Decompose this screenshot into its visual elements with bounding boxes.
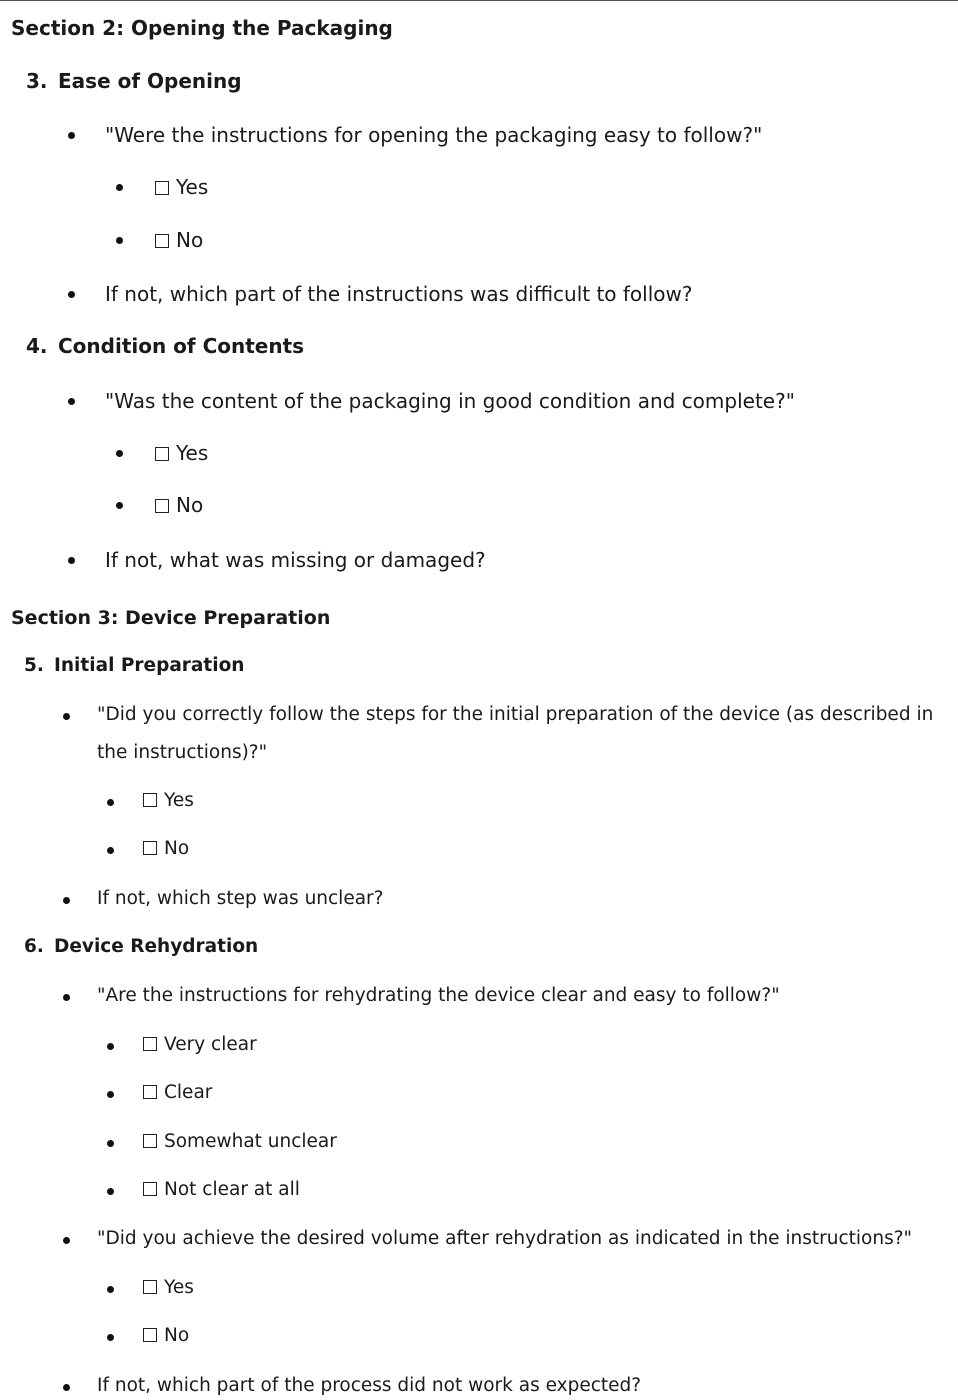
item-6-title: Device Rehydration [54, 936, 259, 957]
item-5-heading [24, 655, 244, 676]
top-border [0, 0, 958, 1]
checkbox-icon[interactable] [155, 234, 169, 248]
item-3-heading [26, 69, 242, 93]
option-label: Clear [164, 1082, 213, 1103]
option-label: No [164, 838, 190, 859]
option-label: Yes [176, 441, 209, 465]
option-label: No [164, 1325, 190, 1346]
item-6-question-2: "Did you achieve the desired volume after rehydration as indicated in the instructions?" [97, 1228, 913, 1249]
item-5-option-yes[interactable] [143, 790, 194, 811]
bullet-icon [107, 799, 114, 806]
item-3-number: 3. [26, 69, 48, 93]
item-6-followup: If not, which part of the process did not work as expected? [97, 1375, 642, 1396]
bullet-icon [68, 398, 75, 405]
bullet-icon [107, 847, 114, 854]
bullet-icon [107, 1334, 114, 1341]
item-6-option-no[interactable] [143, 1325, 189, 1346]
section-2-heading: Section 2: Opening the Packaging [11, 16, 393, 40]
bullet-icon [116, 184, 123, 191]
item-4-number: 4. [26, 334, 48, 358]
bullet-icon [68, 132, 75, 139]
checkbox-icon[interactable] [155, 181, 169, 195]
item-3-option-no[interactable] [155, 228, 203, 252]
item-4-option-no[interactable] [155, 493, 203, 517]
item-5-question-line1: "Did you correctly follow the steps for the initial preparation of the device (as described in [97, 704, 934, 725]
checkbox-icon[interactable] [143, 1134, 157, 1148]
checkbox-icon[interactable] [143, 793, 157, 807]
bullet-icon [68, 291, 75, 298]
checkbox-icon[interactable] [155, 499, 169, 513]
option-label: Not clear at all [164, 1179, 300, 1200]
bullet-icon [63, 1384, 70, 1391]
item-6-number: 6. [24, 936, 44, 957]
bullet-icon [63, 994, 70, 1001]
option-label: Yes [164, 790, 194, 811]
item-6-question-1: "Are the instructions for rehydrating the device clear and easy to follow?" [97, 985, 780, 1006]
bullet-icon [107, 1043, 114, 1050]
item-4-option-yes[interactable] [155, 441, 208, 465]
item-6-heading [24, 936, 258, 957]
bullet-icon [116, 237, 123, 244]
item-3-followup: If not, which part of the instructions was difficult to follow? [105, 282, 693, 306]
checkbox-icon[interactable] [143, 1182, 157, 1196]
section-3-heading: Section 3: Device Preparation [11, 607, 331, 629]
item-4-question: "Was the content of the packaging in good condition and complete?" [105, 389, 795, 413]
option-label: Yes [176, 175, 209, 199]
item-4-followup: If not, what was missing or damaged? [105, 548, 486, 572]
bullet-icon [107, 1140, 114, 1147]
item-6-option-clear[interactable] [143, 1082, 212, 1103]
item-4-title: Condition of Contents [58, 334, 305, 358]
bullet-icon [107, 1091, 114, 1098]
option-label: Very clear [164, 1034, 257, 1055]
item-6-option-not-clear-at-all[interactable] [143, 1179, 300, 1200]
option-label: No [176, 228, 204, 252]
bullet-icon [116, 450, 123, 457]
bullet-icon [116, 502, 123, 509]
item-5-option-no[interactable] [143, 838, 189, 859]
checkbox-icon[interactable] [143, 1085, 157, 1099]
item-4-heading [26, 334, 304, 358]
item-3-title: Ease of Opening [58, 69, 242, 93]
checkbox-icon[interactable] [143, 1037, 157, 1051]
item-3-option-yes[interactable] [155, 175, 208, 199]
item-6-option-very-clear[interactable] [143, 1034, 257, 1055]
bullet-icon [68, 557, 75, 564]
checkbox-icon[interactable] [155, 447, 169, 461]
item-5-title: Initial Preparation [54, 655, 245, 676]
bullet-icon [107, 1286, 114, 1293]
bullet-icon [63, 713, 70, 720]
checkbox-icon[interactable] [143, 841, 157, 855]
item-5-followup: If not, which step was unclear? [97, 888, 384, 909]
item-6-option-somewhat-unclear[interactable] [143, 1131, 337, 1152]
item-3-question: "Were the instructions for opening the packaging easy to follow?" [105, 123, 763, 147]
checkbox-icon[interactable] [143, 1328, 157, 1342]
item-5-number: 5. [24, 655, 44, 676]
option-label: No [176, 493, 204, 517]
option-label: Yes [164, 1277, 194, 1298]
option-label: Somewhat unclear [164, 1131, 337, 1152]
item-5-question-line2: the instructions)?" [97, 742, 268, 763]
bullet-icon [63, 897, 70, 904]
item-6-option-yes[interactable] [143, 1277, 194, 1298]
bullet-icon [107, 1188, 114, 1195]
checkbox-icon[interactable] [143, 1280, 157, 1294]
bullet-icon [63, 1237, 70, 1244]
